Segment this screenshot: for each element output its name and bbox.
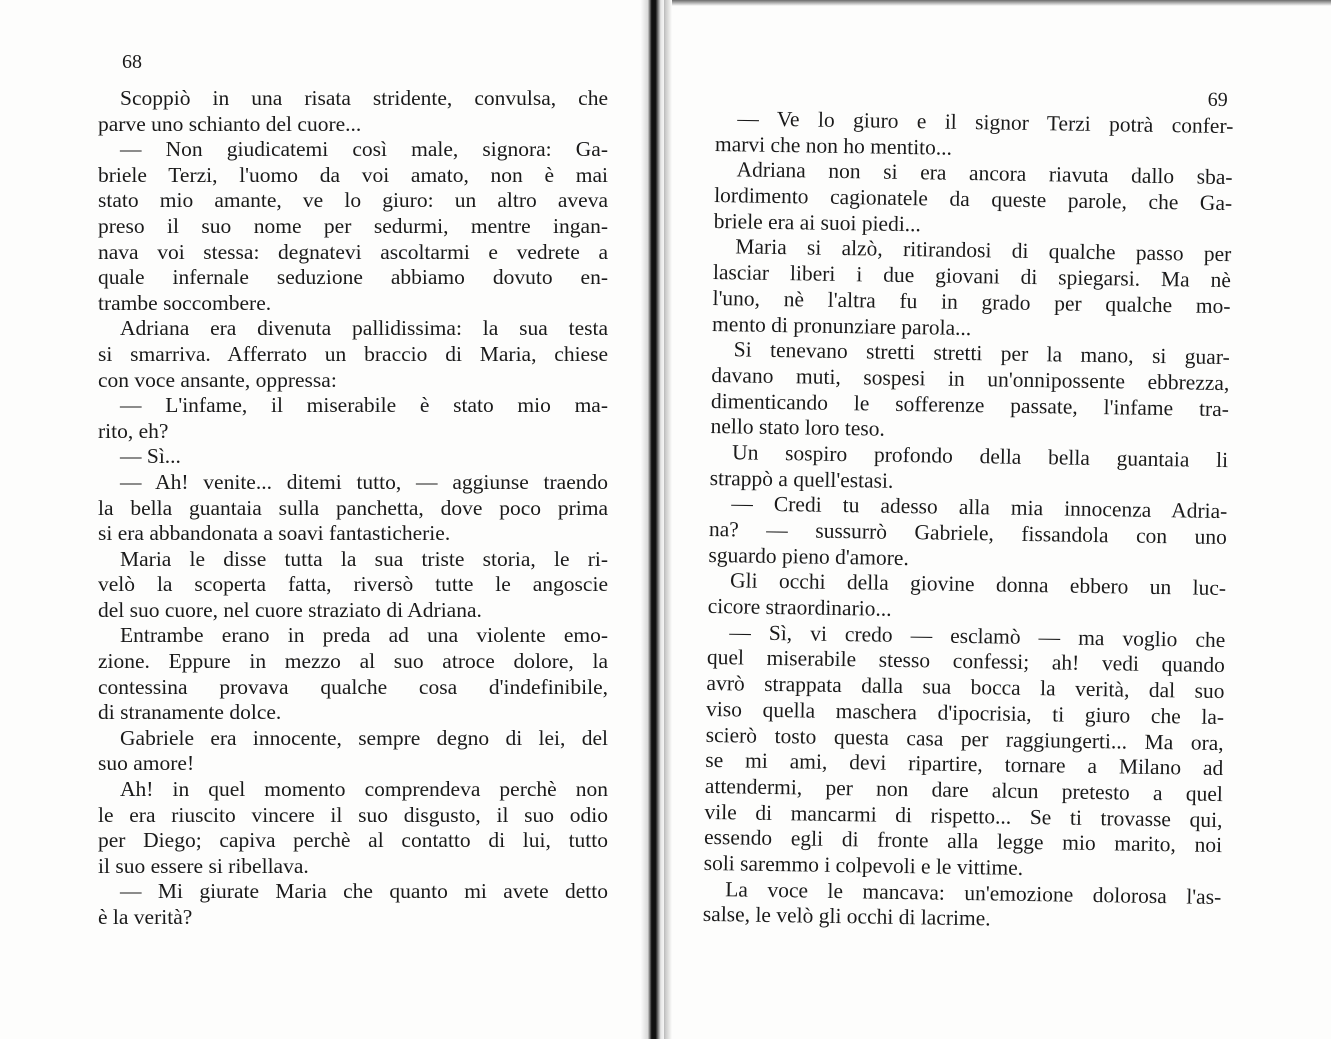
text-line: del suo cuore, nel cuore straziato di Adriana. bbox=[98, 597, 482, 622]
text-line: — Sì... bbox=[120, 444, 181, 469]
text-line: lordimento cagionatele da queste parole, che Ga- bbox=[714, 183, 1233, 216]
text-line: scierò tosto questa casa per raggiungerti... Ma ora, bbox=[705, 722, 1224, 755]
text-line: per Diego; capiva perchè al contatto di lui, tutto bbox=[98, 828, 608, 853]
text-line: preso il suo nome per sedurmi, mentre ingan- bbox=[98, 213, 608, 238]
text-line: na? — sussurrò Gabriele, fissandola con uno bbox=[708, 516, 1228, 550]
left-page-text bbox=[98, 86, 608, 931]
text-line: velò la scoperta fatta, riversò tutte le angoscie bbox=[98, 572, 608, 597]
text-line: — Ve lo giuro e il signor Terzi potrà confer- bbox=[737, 106, 1234, 139]
text-line: marvi che non ho mentito... bbox=[714, 131, 953, 160]
text-line: lasciar liberi i due giovani di spiegarsi. Ma nè bbox=[712, 260, 1232, 293]
text-line: sguardo pieno d'amore. bbox=[708, 542, 910, 570]
text-line: La voce le mancava: un'emozione dolorosa l'as- bbox=[725, 876, 1222, 909]
text-line: zione. Eppure in mezzo al suo atroce dolore, la bbox=[98, 649, 608, 674]
text-line: si smarriva. Afferrato un braccio di Maria, chiese bbox=[98, 341, 608, 366]
text-line: — Ah! venite... ditemi tutto, — aggiunse traendo bbox=[120, 469, 608, 494]
text-line: — Sì, vi credo — esclamò — ma voglio che bbox=[729, 620, 1226, 652]
text-line: nava voi stessa: degnatevi ascoltarmi e vedrete a bbox=[98, 239, 608, 264]
text-line: la bella guantaia sulla panchetta, dove poco prima bbox=[98, 495, 608, 520]
text-line: essendo egli di fronte alla legge mio marito, noi bbox=[703, 825, 1223, 858]
text-line: se mi ami, devi ripartire, tornare a Milano ad bbox=[705, 748, 1224, 781]
text-line: Maria le disse tutta la sua triste storia, le ri- bbox=[120, 546, 608, 571]
text-line: mento di pronunziare parola... bbox=[711, 311, 972, 340]
text-line: strappò a quell'estasi. bbox=[709, 465, 894, 493]
text-line: Maria si alzò, ritirandosi di qualche passo per bbox=[735, 234, 1232, 267]
book-gutter bbox=[640, 0, 666, 1039]
right-page bbox=[703, 80, 1234, 936]
text-line: vile di mancarmi di rispetto... Se ti trovasse qui, bbox=[704, 799, 1223, 832]
text-line: Si tenevano stretti stretti per la mano, si guar- bbox=[733, 337, 1230, 370]
text-line: di stranamente dolce. bbox=[98, 700, 282, 725]
text-line: avrò strappata dalla sua bocca la verità, dal suo bbox=[706, 671, 1225, 704]
text-line: suo amore! bbox=[98, 751, 195, 776]
text-line: quale infernale seduzione abbiamo dovuto en- bbox=[98, 265, 608, 290]
left-page-number: 68 bbox=[122, 51, 142, 73]
text-line: — Credi tu adesso alla mia innocenza Adria- bbox=[731, 491, 1228, 524]
text-line: Ah! in quel momento comprendeva perchè non bbox=[120, 777, 608, 802]
text-line: trambe soccombere. bbox=[98, 290, 272, 315]
text-line: salse, le velò gli occhi di lacrime. bbox=[702, 902, 991, 931]
text-line: rito, eh? bbox=[98, 418, 169, 443]
text-line: cicore straordinario... bbox=[707, 593, 892, 621]
text-line: stato mio amante, ve lo giuro: un altro aveva bbox=[98, 188, 608, 213]
text-line: briele era ai suoi piedi... bbox=[713, 208, 922, 236]
text-line: Un sospiro profondo della bella guantaia li bbox=[731, 440, 1229, 473]
text-line: Scoppiò in una risata stridente, convulsa, che bbox=[120, 86, 608, 110]
right-page-text bbox=[703, 106, 1234, 936]
text-line: l'uno, nè l'altra fu in grado per qualche mo- bbox=[712, 285, 1231, 318]
text-line: Adriana era divenuta pallidissima: la sua testa bbox=[120, 316, 608, 341]
text-line: attendermi, per non dare alcun pretesto a quel bbox=[704, 773, 1224, 806]
text-line: il suo essere si ribellava. bbox=[98, 853, 309, 878]
text-line: nello stato loro teso. bbox=[710, 414, 886, 441]
text-line: — L'infame, il miserabile è stato mio ma- bbox=[120, 393, 608, 418]
text-line: Gli occhi della giovine donna ebbero un luc- bbox=[729, 568, 1227, 601]
gutter-shadow bbox=[664, 0, 672, 1039]
text-line: davano muti, sospesi in un'onnipossente ebbrezza, bbox=[711, 362, 1230, 395]
text-line: Entrambe erano in preda ad una violente emo- bbox=[120, 623, 608, 648]
text-line: le era riuscito vincere il suo disgusto, il suo odio bbox=[98, 802, 608, 827]
text-line: è la verità? bbox=[98, 905, 193, 929]
text-line: — Non giudicatemi così male, signora: Ga- bbox=[120, 137, 608, 162]
text-line: con voce ansante, oppressa: bbox=[98, 367, 337, 392]
text-line: contessina provava qualche cosa d'indefinibile, bbox=[98, 674, 608, 699]
text-line: — Mi giurate Maria che quanto mi avete detto bbox=[120, 879, 608, 904]
text-line: Adriana non si era ancora riavuta dallo sba- bbox=[736, 157, 1233, 190]
text-line: parve uno schianto del cuore... bbox=[98, 111, 362, 136]
text-line: si era abbandonata a soavi fantasticherie. bbox=[98, 521, 451, 546]
page-top-edge-shadow bbox=[672, 0, 1331, 6]
text-line: Gabriele era innocente, sempre degno di lei, del bbox=[120, 725, 608, 750]
text-line: soli saremmo i colpevoli e le vittime. bbox=[703, 850, 1024, 880]
right-page-number: 69 bbox=[1207, 88, 1228, 112]
text-line: dimenticando le sofferenze passate, l'infame tra- bbox=[710, 388, 1230, 421]
text-line: briele Terzi, l'uomo da voi amato, non è mai bbox=[98, 162, 608, 187]
text-line: viso quella maschera d'ipocrisia, ti giuro che la- bbox=[705, 696, 1225, 729]
text-line: quel miserabile stesso confessi; ah! vedi quando bbox=[706, 645, 1226, 678]
left-page bbox=[98, 50, 608, 931]
